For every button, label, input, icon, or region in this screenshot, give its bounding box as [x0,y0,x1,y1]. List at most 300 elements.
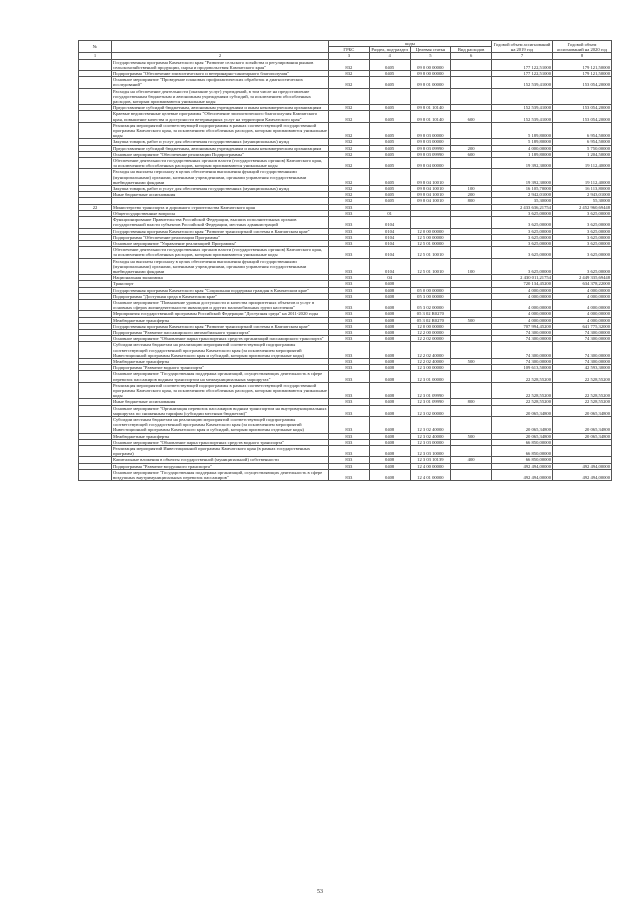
row-expense-type-cell [451,342,492,359]
row-sum-2019-cell: 19 392,30000 [492,169,553,186]
row-razdel-cell: 0408 [369,287,410,293]
row-sum-2020-cell: 6 954,50000 [553,139,612,145]
table-row [79,469,612,480]
row-sum-2020-cell: 20 065,34800 [553,417,612,434]
table-row [79,158,612,169]
table-row [79,439,612,445]
row-razdel-cell: 0104 [369,234,410,240]
row-expense-type-cell [451,446,492,457]
row-razdel-cell: 0408 [369,311,410,317]
table-row [79,71,612,77]
row-grbs-cell: 832 [329,158,370,169]
row-razdel-cell: 0405 [369,59,410,70]
row-grbs-cell: 833 [329,463,370,469]
row-target-article-cell: 05 3 00 00000 [410,293,451,299]
row-target-article-cell: 05 3 02 R0270 [410,311,451,317]
row-sum-2020-cell: 634 378,22000 [553,281,612,287]
row-expense-type-cell: 800 [451,399,492,405]
row-number-cell [79,446,112,457]
row-sum-2019-cell: 74 300,00000 [492,329,553,335]
column-index-cell: 5 [410,53,451,59]
row-sum-2019-cell: 66 850,00000 [492,457,553,463]
row-sum-2019-cell: 2 430 011,21754 [492,275,553,281]
header-grbs: ГРБС [329,47,370,53]
row-sum-2019-cell: 3 625,00000 [492,240,553,246]
row-number-cell [79,77,112,88]
row-grbs-cell: 832 [329,111,370,122]
row-sum-2020-cell [553,446,612,457]
row-razdel-cell: 0408 [369,299,410,310]
row-name-cell: Государственная программа Камчатского края "Развитие транспортной системы в Камчатском крае" [112,228,329,234]
row-sum-2020-cell: 74 300,00000 [553,342,612,359]
row-target-article-cell: 09 8 03 09990 [410,151,451,157]
row-grbs-cell: 833 [329,293,370,299]
row-sum-2020-cell: 3 625,00000 [553,234,612,240]
row-name-cell: Иные бюджетные ассигнования [112,192,329,198]
row-target-article-cell: 09 8 00 00000 [410,71,451,77]
row-sum-2019-cell: 3 625,00000 [492,228,553,234]
table-row [79,210,612,216]
row-name-cell: Межбюджетные трансферты [112,317,329,323]
row-sum-2019-cell: 20 065,34800 [492,417,553,434]
row-target-article-cell [410,217,451,228]
row-target-article-cell: 12 0 00 00000 [410,323,451,329]
row-grbs-cell: 833 [329,358,370,364]
row-target-article-cell: 05 3 02 R0270 [410,317,451,323]
column-index-cell: 3 [329,53,370,59]
row-grbs-cell: 832 [329,139,370,145]
row-sum-2020-cell: 74 300,00000 [553,336,612,342]
row-target-article-cell: 09 8 01 00000 [410,77,451,88]
row-expense-type-cell: 100 [451,258,492,275]
row-target-article-cell [410,88,451,105]
header-target-article: Целевая статья [410,47,451,53]
row-name-cell: Капитальные вложения в объекты государственной (муниципальной) собственности [112,457,329,463]
row-sum-2019-cell: 3 625,00000 [492,210,553,216]
row-grbs-cell: 833 [329,247,370,258]
row-name-cell: Расходы на обеспечение деятельности (оказание услуг) учреждений, в том числе на предоставление государственным бюджетным и автономным учреждениям субсидий, за исключением обособленных расходов, которым присваиваются уникальные коды [112,88,329,105]
row-razdel-cell: 0408 [369,433,410,439]
row-grbs-cell: 833 [329,234,370,240]
row-razdel-cell: 0405 [369,198,410,204]
row-grbs-cell: 833 [329,365,370,371]
row-sum-2019-cell: 707 994,45200 [492,323,553,329]
row-name-cell: Обеспечение деятельности государственных органов власти (государственных органов) Камчатского края, за исключением обособленных расходов, которым присваиваются уникальные коды [112,247,329,258]
row-target-article-cell: 12 3 03 10000 [410,446,451,457]
row-target-article-cell: 12 5 00 00000 [410,234,451,240]
table-row [79,329,612,335]
row-sum-2020-cell: 42 593,30000 [553,365,612,371]
row-name-cell: Реализация мероприятий соответствующей подпрограммы в рамках соответствующей государственной программы Камчатского края, за исключением обособленных расходов, которым присваиваются уникальные коды [113,382,327,399]
row-name-cell: Государственная программа Камчатского края "Развитие сельского хозяйства и регулирования рынков сельскохозяйственной продукции, сырья и продовольствия Камчатского края" [112,59,329,70]
row-grbs-cell: 833 [329,323,370,329]
row-grbs-cell: 832 [329,71,370,77]
row-target-article-cell: 09 8 04 10010 [410,186,451,192]
table-row [79,371,612,382]
row-sum-2020-cell: 6 954,50000 [553,122,612,139]
row-grbs-cell: 833 [329,417,370,434]
row-grbs-cell: 832 [329,192,370,198]
row-razdel-cell: 0405 [369,111,410,122]
row-number-cell [79,217,112,228]
row-sum-2020-cell: 1 204,50000 [553,151,612,157]
row-razdel-cell: 0405 [369,122,410,139]
row-razdel-cell: 0408 [369,446,410,457]
row-razdel-cell: 0408 [369,405,410,416]
row-grbs-cell: 833 [329,217,370,228]
row-target-article-cell: 09 8 03 00000 [410,139,451,145]
row-razdel-cell: 0104 [369,258,410,275]
row-number-cell [79,258,112,275]
row-grbs-cell: 833 [329,446,370,457]
row-grbs-cell: 833 [329,299,370,310]
row-target-article-cell: 12 0 00 00000 [410,228,451,234]
row-sum-2019-cell: 4 000,00000 [492,287,553,293]
row-sum-2019-cell: 152 539,41000 [492,105,553,111]
row-sum-2019-cell: 19 392,30000 [492,158,553,169]
row-sum-2020-cell: 74 300,00000 [553,329,612,335]
column-index-cell: 8 [553,53,612,59]
row-grbs-cell: 832 [329,169,370,186]
table-row [79,228,612,234]
row-number-cell [79,158,112,169]
row-name-cell: Основное мероприятие "Государственная поддержка организаций, осуществляющих деятельность в сфере воздушных внутримуниципальных перевозок пассажиров" [112,469,329,480]
row-number-cell [79,469,112,480]
row-number-cell [79,122,112,139]
row-grbs-cell: 832 [329,198,370,204]
budget-table [78,40,612,481]
row-target-article-cell: 12 3 00 00000 [410,365,451,371]
row-target-article-cell: 12 4 00 00000 [410,463,451,469]
row-razdel-cell: 0405 [369,192,410,198]
row-expense-type-cell [451,88,492,105]
row-sum-2019-cell: 152 539,41000 [492,111,553,122]
row-sum-2019-cell: 4 000,00000 [492,299,553,310]
row-expense-type-cell [451,217,492,228]
table-body [79,53,612,481]
row-razdel-cell: 0405 [369,169,410,186]
header-number: № [79,41,112,53]
table-row [79,405,612,416]
row-target-article-cell: 09 8 03 09990 [410,145,451,151]
row-expense-type-cell [451,382,492,399]
row-razdel-cell: 0408 [369,417,410,434]
row-name-cell: Основное мероприятие "Обновление парка транспортных средств водного транспорта" [112,439,329,445]
table-row [79,111,612,122]
table-row [79,299,612,310]
row-name-cell: Подпрограмма "Обеспечение реализации Программы" [112,234,329,240]
row-grbs-cell: 833 [329,371,370,382]
row-expense-type-cell: 200 [451,145,492,151]
row-name-cell: Государственная программа Камчатского края "Развитие транспортной системы в Камчатском крае" [112,323,329,329]
row-razdel-cell: 0408 [369,469,410,480]
row-razdel-cell: 0405 [369,186,410,192]
row-sum-2020-cell: 4 000,00000 [553,311,612,317]
row-grbs-cell: 833 [329,382,370,399]
row-target-article-cell: 12 5 01 10010 [410,247,451,258]
row-sum-2020-cell: 19 112,40000 [553,169,612,186]
row-sum-2019-cell: 177 122,51000 [492,59,553,70]
header-expense-type: Вид расходов [451,47,492,53]
table-row [79,234,612,240]
row-sum-2019-cell: 2 433 636,21754 [492,204,553,210]
row-expense-type-cell [451,371,492,382]
row-sum-2019-cell: 66 850,00000 [492,446,553,457]
row-grbs-cell: 832 [329,186,370,192]
row-target-article-cell: 12 3 03 10139 [410,457,451,463]
row-sum-2020-cell: 5 750,00000 [553,145,612,151]
row-target-article-cell: 12 2 02 40000 [410,358,451,364]
row-grbs-cell: 833 [329,405,370,416]
row-sum-2019-cell: 3 625,00000 [492,258,553,275]
row-target-article-cell: 09 8 04 10010 [410,192,451,198]
row-razdel-cell: 0408 [369,329,410,335]
row-grbs-cell: 833 [329,336,370,342]
row-number-cell [79,169,112,186]
row-grbs-cell: 833 [329,281,370,287]
table-row [79,275,612,281]
row-razdel-cell: 0408 [369,439,410,445]
row-name-cell: Национальная экономика [112,275,329,281]
row-razdel-cell: 0408 [369,342,410,359]
row-name-cell: Реализация мероприятий соответствующей подпрограммы в рамках соответствующей государственной программы Камчатского края, за исключением обособленных расходов, которым присваиваются уникальные коды [113,122,327,139]
row-expense-type-cell [451,247,492,258]
row-name-cell: Обеспечение деятельности государственных органов власти (государственных органов) Камчатского края, за исключением обособленных расходов, которым присваиваются уникальные коды [112,158,329,169]
row-sum-2019-cell: 720 134,45200 [492,281,553,287]
row-sum-2019-cell: 3 625,00000 [492,234,553,240]
row-name-cell: Предоставление субсидий бюджетным, автономным учреждениям и иным некоммерческим организациям [112,105,329,111]
table-row [79,186,612,192]
row-razdel-cell: 0408 [369,457,410,463]
row-number-cell [79,371,112,382]
row-razdel-cell: 0405 [369,71,410,77]
row-sum-2019-cell: 22 528,55200 [492,371,553,382]
table-row [79,317,612,323]
row-razdel-cell: 0408 [369,336,410,342]
table-row [79,240,612,246]
row-expense-type-cell: 100 [451,186,492,192]
row-sum-2020-cell: 3 625,00000 [553,247,612,258]
row-name-cell: Подпрограмма "Развитие воздушного транспорта" [112,463,329,469]
row-sum-2020-cell: 22 528,55200 [553,382,612,399]
row-target-article-cell: 09 8 01 10140 [410,105,451,111]
row-sum-2019-cell: 3 625,00000 [492,247,553,258]
row-sum-2020-cell: 3 625,00000 [553,210,612,216]
row-number-cell [79,247,112,258]
row-target-article-cell: 09 8 04 10010 [410,198,451,204]
row-grbs-cell: 833 [329,433,370,439]
row-name-cell: Расходы на выплаты персоналу в целях обеспечения выполнения функций государственными (муниципальными) органами, казенными учреждениями, органами управления государственными внебюджетными фондами [112,258,329,275]
row-grbs-cell: 833 [329,399,370,405]
row-expense-type-cell [451,417,492,434]
row-name-cell: Закупка товаров, работ и услуг для обеспечения государственных (муниципальных) нужд [112,139,329,145]
row-razdel-cell: 0405 [369,145,410,151]
row-expense-type-cell [451,77,492,88]
row-sum-2019-cell: 20 065,34800 [492,405,553,416]
row-name-cell: Иные бюджетные ассигнования [112,399,329,405]
row-sum-2020-cell: 492 494,00000 [553,463,612,469]
row-grbs-cell: 832 [329,77,370,88]
table-row [79,169,612,186]
row-sum-2019-cell: 3 625,00000 [492,217,553,228]
row-sum-2019-cell: 2 942,01000 [492,192,553,198]
table-row [79,311,612,317]
row-sum-2020-cell: 22 528,55200 [553,399,612,405]
row-name-cell: Подпрограмма "Развитие водного транспорта" [112,365,329,371]
column-index-cell: 7 [492,53,553,59]
row-sum-2019-cell: 5 189,80000 [492,139,553,145]
row-expense-type-cell [451,469,492,480]
row-name-cell: Подпрограмма "Развитие пассажирского автомобильного транспорта" [112,329,329,335]
row-grbs-cell: 833 [329,317,370,323]
row-grbs-cell: 833 [329,469,370,480]
row-sum-2019-cell: 35,30000 [492,198,553,204]
table-row [79,336,612,342]
table-row [79,247,612,258]
row-name-cell: Транспорт [112,281,329,287]
row-name-cell: Основное мероприятие "Управление реализацией Программы" [112,240,329,246]
row-target-article-cell: 09 8 03 00000 [410,122,451,139]
row-razdel-cell: 0405 [369,105,410,111]
row-expense-type-cell: 200 [451,192,492,198]
row-razdel-cell: 0408 [369,365,410,371]
row-target-article-cell: 09 8 04 10010 [410,169,451,186]
row-target-article-cell: 12 5 01 00000 [410,240,451,246]
row-grbs-cell: 833 [329,275,370,281]
row-sum-2019-cell: 177 122,51000 [492,71,553,77]
row-grbs-cell: 832 [329,105,370,111]
row-name-cell: Основное мероприятие "Повышение уровня доступности и качества приоритетных объектов и услуг в основных сферах жизнедеятельности инвалидов и других маломобильных групп населения" [112,299,329,310]
row-expense-type-cell: 600 [451,151,492,157]
table-row [79,105,612,111]
row-expense-type-cell: 600 [451,111,492,122]
row-name-cell: Основное мероприятие "Организация перевозок пассажиров водным транспортом на внутримуниципальных маршрутах по сниженным тарифам (субсидии местным бюджетам)" [113,405,327,416]
row-sum-2020-cell: 641 775,32000 [553,323,612,329]
row-target-article-cell: 05 0 00 00000 [410,287,451,293]
row-sum-2020-cell: 4 000,00000 [553,293,612,299]
row-target-article-cell: 12 3 01 09990 [410,382,451,399]
row-name-cell: Основное мероприятие "Обновление парка транспортных средств организаций пассажирского транспорта" [112,336,329,342]
row-razdel-cell: 0405 [369,139,410,145]
row-sum-2019-cell [492,88,553,105]
row-name-cell: Функционирование Правительства Российской Федерации, высших исполнительных органов государственной власти субъектов Российской Федерации, местных администраций [112,217,329,228]
row-razdel-cell: 0104 [369,217,410,228]
header-sum-2019: Годовой объем ассигнований на 2019 год [492,41,553,53]
row-sum-2020-cell: 153 054,20000 [553,111,612,122]
row-sum-2020-cell: 3 625,00000 [553,217,612,228]
row-expense-type-cell [451,405,492,416]
table-row [79,59,612,70]
header-sum-2020: Годовой объем ассигнований на 2020 год [553,41,612,53]
row-razdel-cell: 0104 [369,240,410,246]
row-number-cell [79,405,112,416]
row-number-cell [79,88,112,105]
row-razdel-cell: 01 [369,210,410,216]
table-row [79,204,612,210]
row-name-cell: Предоставление субсидий бюджетным, автономным учреждениям и иным некоммерческим организациям [112,145,329,151]
row-sum-2020-cell: 4 000,00000 [553,299,612,310]
row-number-cell [79,417,112,434]
row-grbs-cell: 832 [329,145,370,151]
row-number-cell [79,382,112,399]
row-expense-type-cell [451,59,492,70]
table-row [79,417,612,434]
row-number-cell [79,111,112,122]
row-expense-type-cell: 500 [451,317,492,323]
row-sum-2019-cell: 4 000,00000 [492,311,553,317]
row-razdel-cell [369,88,410,105]
row-expense-type-cell [451,169,492,186]
row-target-article-cell: 12 3 01 00000 [410,371,451,382]
row-name-cell: Реализация мероприятий Инвестиционной программы Камчатского края (в рамках государственных программ) [112,446,329,457]
row-razdel-cell: 0405 [369,158,410,169]
row-name-cell: Подпрограмма "Обеспечение эпизоотического и ветеринарно-санитарного благополучия" [112,71,329,77]
row-grbs-cell: 833 [329,439,370,445]
column-index-cell: 6 [451,53,492,59]
row-name-cell: Подпрограмма "Доступная среда в Камчатском крае" [112,293,329,299]
row-name-cell: Государственная программа Камчатского края "Социальная поддержка граждан в Камчатском крае" [112,287,329,293]
row-sum-2020-cell [553,88,612,105]
row-name-cell: Субсидии местным бюджетам на реализацию мероприятий соответствующей подпрограммы соответствующей государственной программы Камчатского края (за исключением мероприятий Инвестиционной программы Камчатского края и субсидий, которым присвоены отдельные коды) [112,417,329,434]
row-name-cell: Субсидии местным бюджетам на реализацию мероприятий соответствующей подпрограммы соответствующей государственной программы Камчатского края (за исключением мероприятий Инвестиционной программы Камчатского края и субсидий, которым присвоены отдельные коды) [112,342,329,359]
row-razdel-cell: 0408 [369,293,410,299]
row-sum-2019-cell: 74 300,00000 [492,358,553,364]
row-razdel-cell: 0104 [369,247,410,258]
row-sum-2020-cell: 74 300,00000 [553,358,612,364]
table-row [79,457,612,463]
column-index-cell: 1 [79,53,112,59]
row-number-cell: 22 [79,204,112,210]
table-row [79,446,612,457]
row-sum-2019-cell: 5 189,80000 [492,122,553,139]
row-sum-2019-cell: 492 494,00000 [492,469,553,480]
row-grbs-cell: 832 [329,151,370,157]
row-target-article-cell: 12 3 02 40000 [410,433,451,439]
row-sum-2020-cell: 4 000,00000 [553,317,612,323]
row-razdel-cell: 0408 [369,463,410,469]
table-row [79,217,612,228]
row-sum-2020-cell: 2 452 960,69448 [553,204,612,210]
row-sum-2020-cell: 2 943,01000 [553,192,612,198]
row-sum-2019-cell: 74 300,00000 [492,342,553,359]
row-grbs-cell: 833 [329,329,370,335]
row-name-cell: Краевые ведомственные целевые программы "Обеспечение эпизоотического благополучия Камчатского края, повышение качества и доступности ветеринарных услуг на территории Камчатского края" [112,111,329,122]
row-expense-type-cell [451,299,492,310]
row-sum-2020-cell: 19 112,40000 [553,158,612,169]
row-name-cell: Закупка товаров, работ и услуг для обеспечения государственных (муниципальных) нужд [112,186,329,192]
row-expense-type-cell [451,158,492,169]
row-name-cell: Общегосударственные вопросы [112,210,329,216]
row-razdel-cell: 0408 [369,382,410,399]
row-sum-2020-cell: 3 625,00000 [553,240,612,246]
table-row [79,122,612,139]
row-sum-2019-cell: 492 494,00000 [492,463,553,469]
row-sum-2019-cell: 109 613,50000 [492,365,553,371]
row-sum-2020-cell: 179 121,50000 [553,71,612,77]
row-number-cell [79,299,112,310]
row-sum-2020-cell: 179 121,50000 [553,59,612,70]
row-target-article-cell: 09 8 01 10140 [410,111,451,122]
row-number-cell [79,342,112,359]
table-row [79,258,612,275]
row-sum-2019-cell: 152 539,41000 [492,77,553,88]
header-codes-group: коды [329,41,492,47]
row-sum-2019-cell: 22 528,55200 [492,399,553,405]
row-target-article-cell: 09 8 04 00000 [410,158,451,169]
row-sum-2019-cell: 20 065,34800 [492,433,553,439]
row-sum-2020-cell: 4 000,00000 [553,287,612,293]
table-row [79,77,612,88]
